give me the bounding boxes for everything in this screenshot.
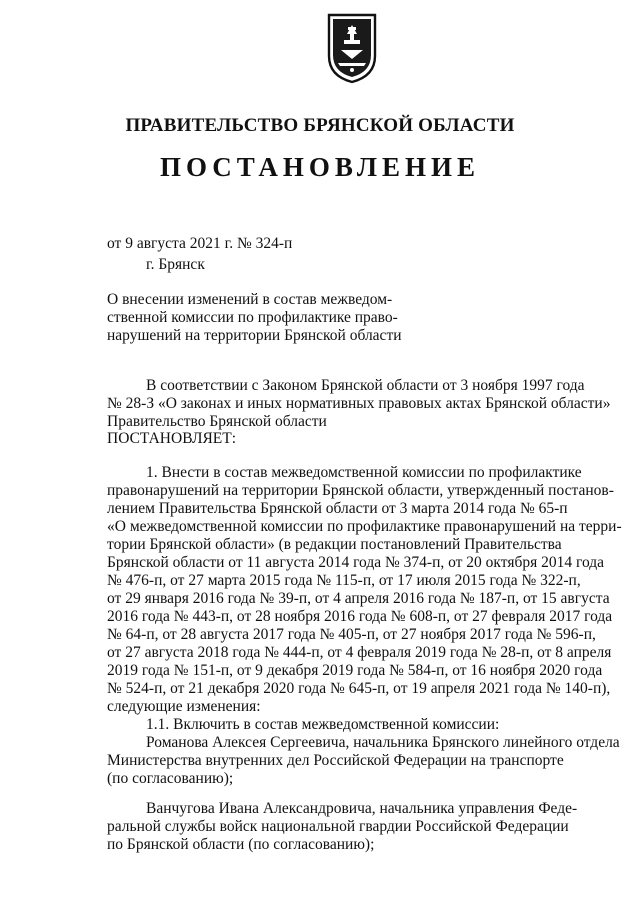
body-line: ральной службы войск национальной гвардии Российской Федерации	[107, 818, 569, 835]
body-line: (по согласованию);	[107, 770, 234, 787]
body-line: 2019 года № 151-п, от 9 декабря 2019 года № 584-п, от 16 ноября 2020 года	[107, 662, 603, 679]
body-line: правонарушений на территории Брянской области, утвержденный постанов-	[107, 482, 614, 499]
preamble-line: В соответствии с Законом Брянской области от 3 ноября 1997 года	[146, 377, 585, 394]
subject-line: ственной комиссии по профилактике право-	[107, 309, 398, 326]
body-line: тории Брянской области» (в редакции постановлений Правительства	[107, 536, 562, 553]
preamble-line: Правительство Брянской области	[107, 413, 327, 430]
body-line: № 476-п, от 27 марта 2015 года № 115-п, от 17 июля 2015 года № 322-п,	[107, 572, 581, 589]
body-line: № 64-п, от 28 августа 2017 года № 405-п, от 27 ноября 2017 года № 596-п,	[107, 626, 596, 643]
body-line: 1. Внести в состав межведомственной комиссии по профилактике	[146, 464, 582, 481]
body-line: по Брянской области (по согласованию);	[107, 836, 375, 853]
body-line: Ванчугова Ивана Александровича, начальника управления Феде-	[146, 800, 578, 817]
body-line: Министерства внутренних дел Российской Федерации на транспорте	[107, 752, 564, 769]
document-type-title: ПОСТАНОВЛЕНИЕ	[159, 152, 481, 182]
city: г. Брянск	[146, 256, 205, 273]
body-line: Брянской области от 11 августа 2014 года № 374-п, от 20 октября 2014 года	[107, 554, 605, 571]
decree-word: ПОСТАНОВЛЯЕТ:	[107, 430, 237, 447]
subject-line: О внесении изменений в состав межведом-	[107, 291, 393, 308]
preamble-line: № 28-З «О законах и иных нормативных правовых актах Брянской области»	[107, 395, 611, 412]
body-line: 2016 года № 443-п, от 28 ноября 2016 года № 608-п, от 27 февраля 2017 года	[107, 608, 613, 625]
body-line: Романова Алексея Сергеевича, начальника Брянского линейного отдела	[146, 734, 620, 751]
subject-line: нарушений на территории Брянской области	[107, 327, 402, 344]
body-line: № 524-п, от 21 декабря 2020 года № 645-п, от 19 апреля 2021 года № 140-п),	[107, 680, 611, 697]
body-line: 1.1. Включить в состав межведомственной комиссии:	[146, 716, 500, 733]
government-title: ПРАВИТЕЛЬСТВО БРЯНСКОЙ ОБЛАСТИ	[125, 115, 515, 136]
date-number: от 9 августа 2021 г. № 324-п	[107, 235, 293, 252]
body-line: «О межведомственной комиссии по профилактике правонарушений на терри-	[107, 518, 622, 535]
coat-of-arms-icon	[324, 12, 380, 84]
body-line: лением Правительства Брянской области от 3 марта 2014 года № 65-п	[107, 500, 568, 517]
body-line: следующие изменения:	[107, 698, 261, 715]
body-line: от 27 августа 2018 года № 444-п, от 4 февраля 2019 года № 28-п, от 8 апреля	[107, 644, 612, 661]
body-line: от 29 января 2016 года № 39-п, от 4 апреля 2016 года № 187-п, от 15 августа	[107, 590, 610, 607]
